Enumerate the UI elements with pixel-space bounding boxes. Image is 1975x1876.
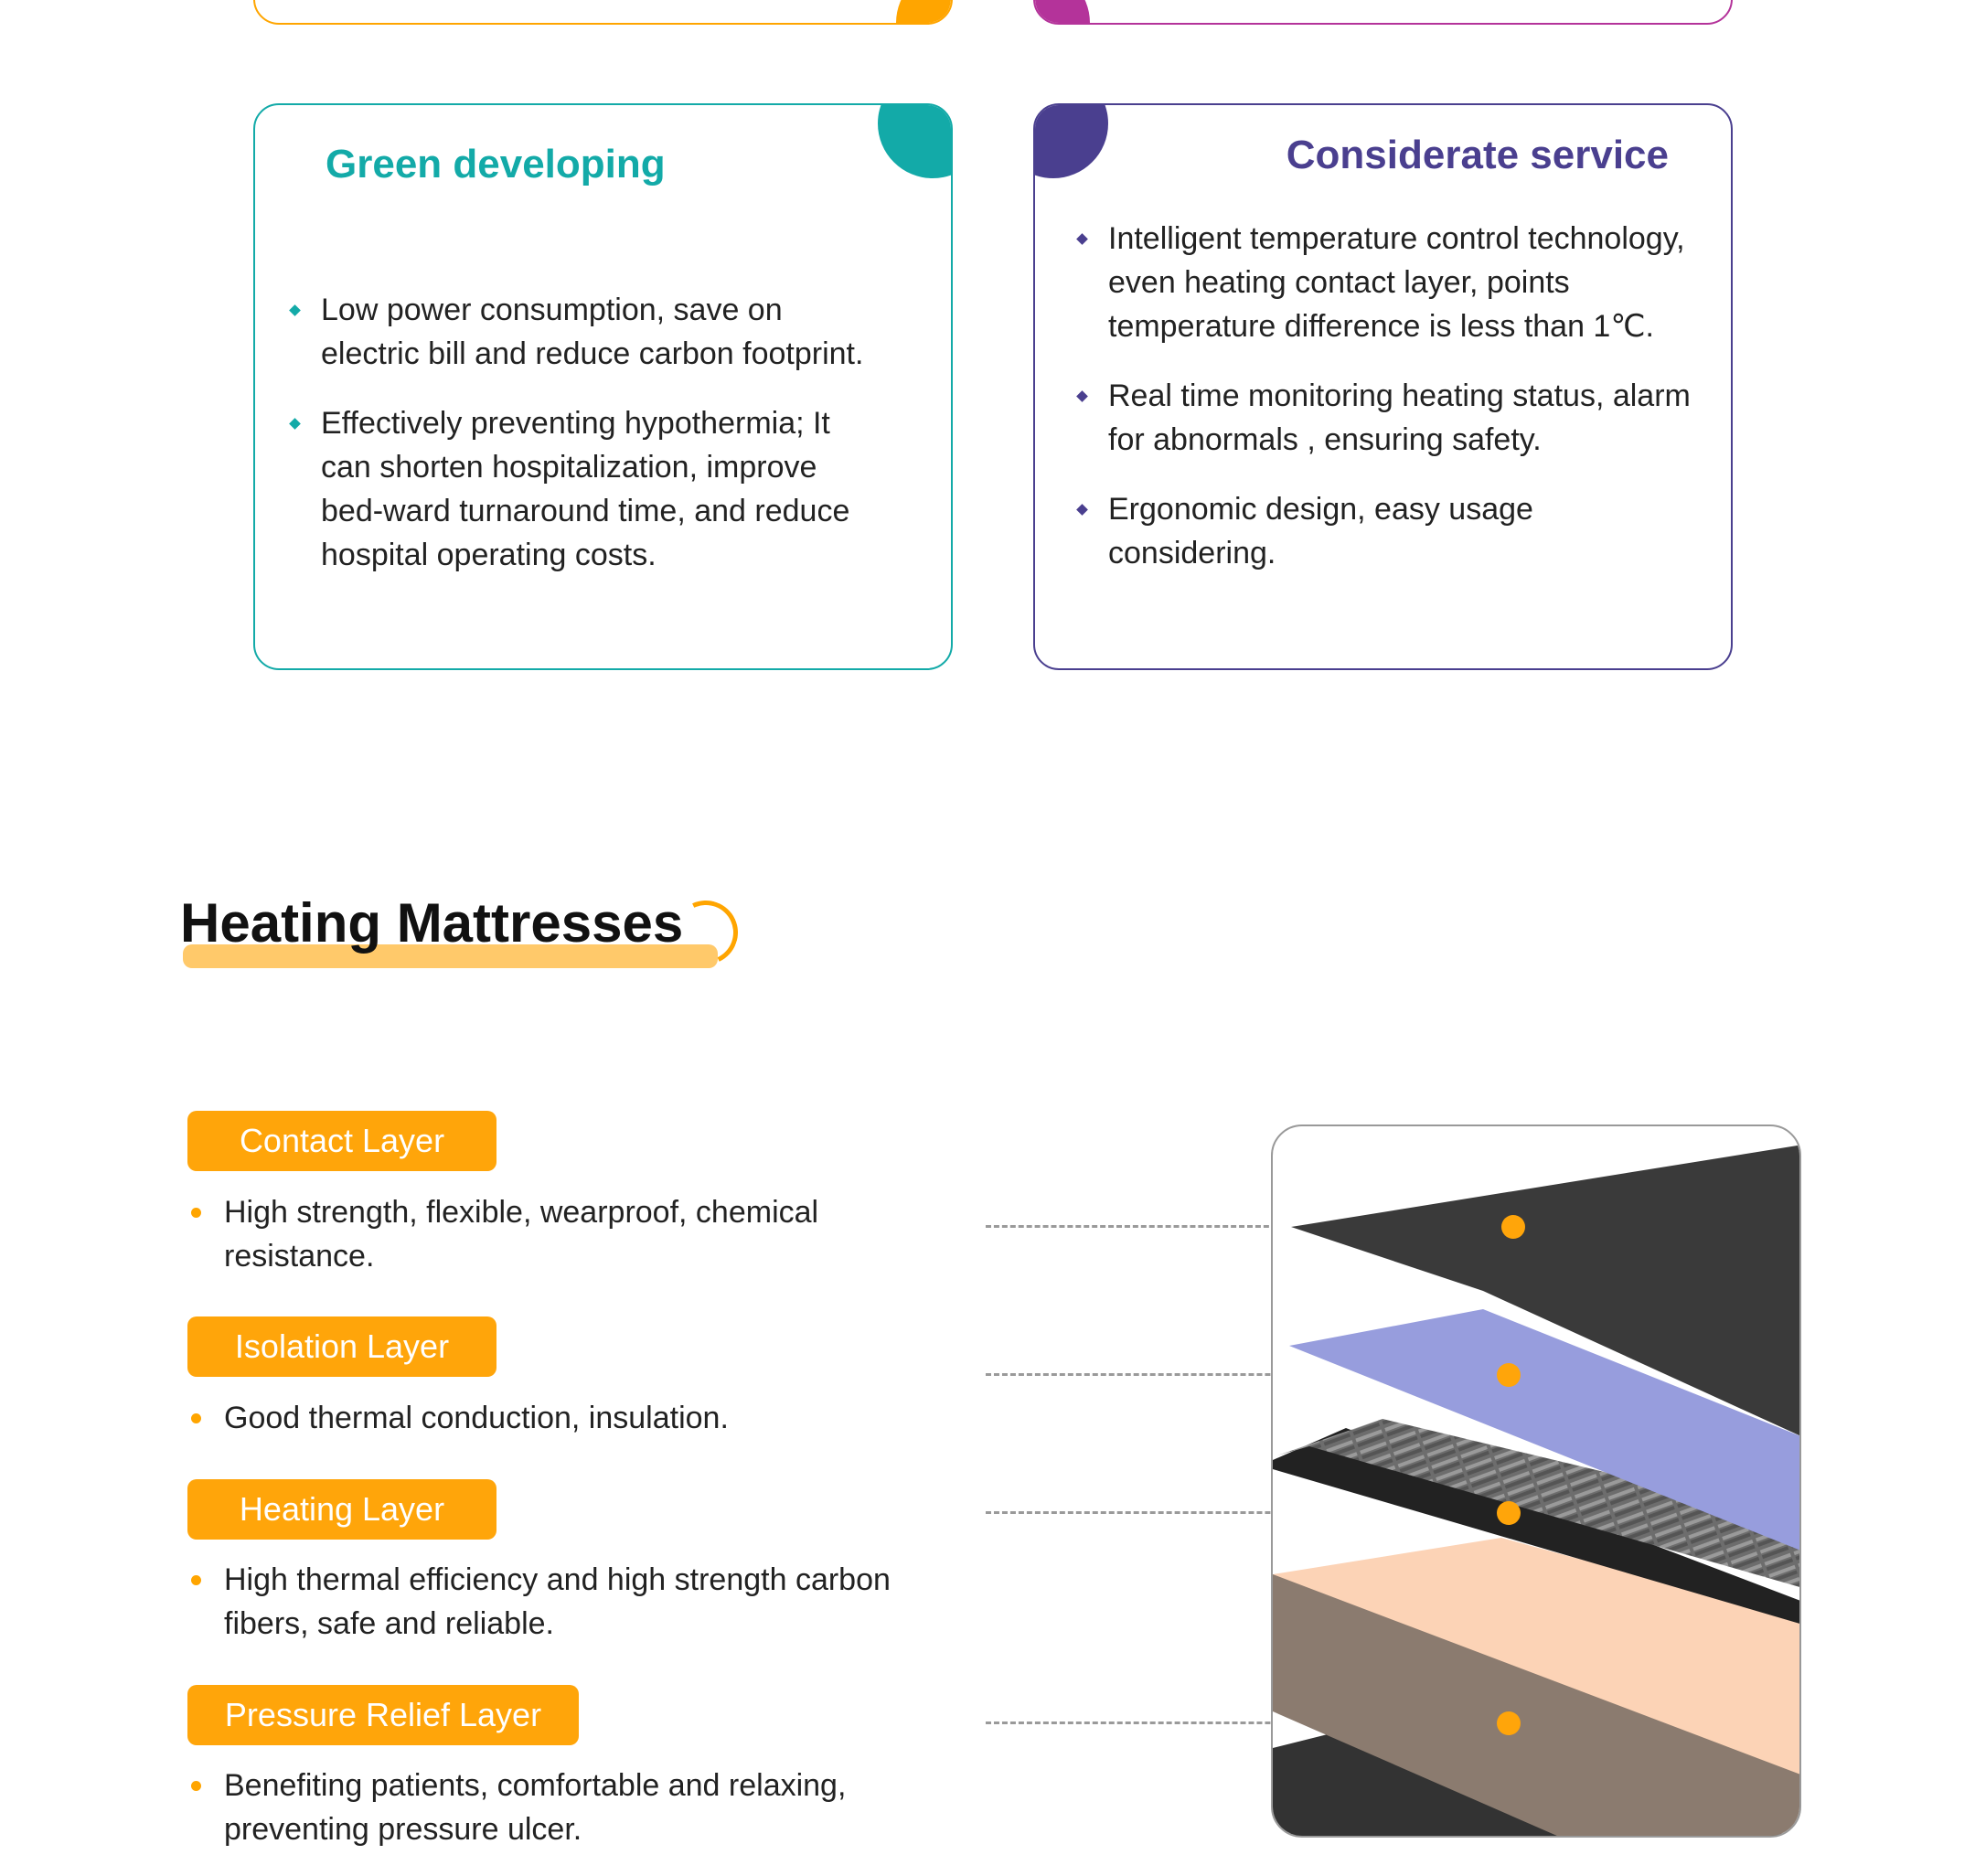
diamond-bullet-icon [1076, 504, 1088, 516]
layer-label-contact: Contact Layer [187, 1111, 496, 1171]
diamond-bullet-icon [289, 418, 301, 430]
list-item [289, 288, 874, 376]
list-item-text: Low power consumption, save on electric bill and reduce carbon footprint. [321, 293, 864, 371]
card-considerate-service [1033, 103, 1733, 670]
list-item-text: Ergonomic design, easy usage considering. [1108, 492, 1533, 570]
bullet-list [289, 288, 874, 602]
card-title: Considerate service [1286, 133, 1669, 177]
orange-dot-bullet-icon [191, 1413, 201, 1423]
layer-description-isolation [187, 1396, 919, 1440]
layer-label-heating: Heating Layer [187, 1479, 496, 1540]
layer-label-isolation: Isolation Layer [187, 1316, 496, 1377]
corner-accent-purple [1033, 103, 1108, 178]
orange-dot-bullet-icon [191, 1781, 201, 1791]
corner-accent-orange [896, 0, 953, 25]
marker-dot-contact [1501, 1215, 1525, 1239]
list-item [1076, 217, 1698, 348]
layer-description-heating [187, 1558, 901, 1646]
corner-accent-magenta [1033, 0, 1090, 25]
mattress-layers-icon [1273, 1126, 1801, 1838]
card-title: Green developing [326, 142, 666, 187]
card-partial-right [1033, 0, 1733, 25]
section-title: Heating Mattresses [180, 892, 684, 954]
list-item [1076, 487, 1698, 575]
bullet-list [1076, 217, 1698, 601]
corner-accent-teal [878, 103, 953, 178]
diamond-bullet-icon [289, 304, 301, 316]
list-item [289, 401, 874, 577]
layer-description-text: High thermal efficiency and high strength carbon fibers, safe and reliable. [224, 1562, 891, 1641]
layer-description-pressure-relief [187, 1764, 864, 1851]
marker-dot-isolation [1497, 1363, 1521, 1387]
card-green-developing [253, 103, 953, 670]
marker-dot-heating [1497, 1501, 1521, 1525]
list-item-text: Effectively preventing hypothermia; It can shorten hospitalization, improve bed-ward turnaround time, and reduce hospital operating costs. [321, 406, 850, 572]
layer-label-pressure-relief: Pressure Relief Layer [187, 1685, 579, 1745]
layer-description-contact [187, 1190, 864, 1278]
mattress-layers-illustration [1271, 1125, 1801, 1838]
orange-dot-bullet-icon [191, 1208, 201, 1218]
diamond-bullet-icon [1076, 233, 1088, 245]
diamond-bullet-icon [1076, 390, 1088, 402]
layer-description-text: Benefiting patients, comfortable and relaxing, preventing pressure ulcer. [224, 1768, 847, 1847]
orange-dot-bullet-icon [191, 1575, 201, 1585]
card-partial-left [253, 0, 953, 25]
list-item-text: Real time monitoring heating status, alarm for abnormals , ensuring safety. [1108, 378, 1691, 457]
layer-description-text: High strength, flexible, wearproof, chemical resistance. [224, 1195, 819, 1274]
marker-dot-pressure-relief [1497, 1711, 1521, 1735]
layer-description-text: Good thermal conduction, insulation. [224, 1401, 729, 1435]
list-item [1076, 374, 1698, 462]
list-item-text: Intelligent temperature control technology, even heating contact layer, points temperature difference is less than 1℃. [1108, 221, 1685, 344]
